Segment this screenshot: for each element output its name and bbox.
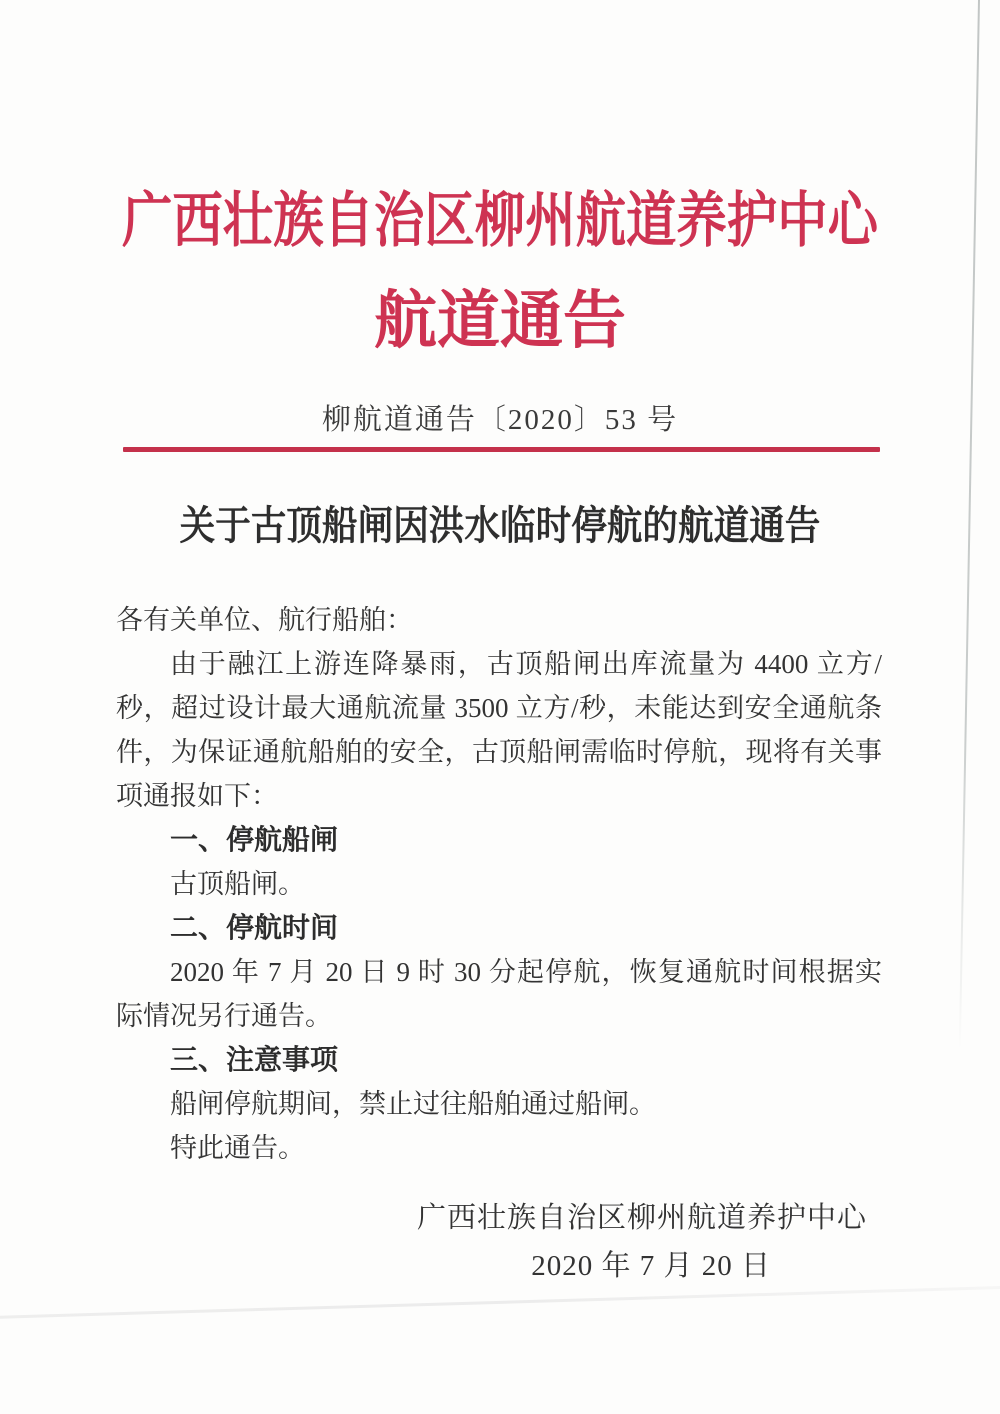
- red-separator-rule: [123, 447, 880, 452]
- scan-artifact-right-line: [959, 0, 980, 1050]
- signature-date: 2020 年 7 月 20 日: [531, 1250, 771, 1282]
- closing-line: 特此通告。: [170, 1133, 305, 1163]
- section-heading-2: 二、停航时间: [170, 912, 339, 943]
- paragraph-line: 项通报如下：: [116, 781, 278, 811]
- salutation-line: 各有关单位、航行船舶：: [116, 605, 413, 635]
- notice-body: [116, 598, 882, 1170]
- section-3-text: 船闸停航期间，禁止过往船舶通过船闸。: [170, 1089, 656, 1119]
- paragraph-line: 由于融江上游连降暴雨，古顶船闸出库流量为 4400 立方/: [170, 649, 882, 679]
- letterhead-doc-type: 航道通告: [374, 286, 626, 356]
- paragraph-line: 件，为保证通航船舶的安全，古顶船闸需临时停航，现将有关事: [116, 737, 882, 767]
- section-heading-1: 一、停航船闸: [170, 824, 339, 855]
- section-1-text: 古顶船闸。: [170, 869, 305, 899]
- scan-artifact-bottom-line: [0, 1285, 1000, 1319]
- document-number: 柳航道通告〔2020〕53 号: [321, 404, 679, 436]
- paragraph-line: 秒，超过设计最大通航流量 3500 立方/秒，未能达到安全通航条: [116, 693, 882, 723]
- notice-title: 关于古顶船闸因洪水临时停航的航道通告: [179, 503, 821, 548]
- section-heading-3: 三、注意事项: [170, 1044, 339, 1075]
- letterhead-org-name: 广西壮族自治区柳州航道养护中心: [122, 188, 878, 254]
- section-2-text-line: 际情况另行通告。: [116, 1001, 332, 1031]
- signature-org-name: 广西壮族自治区柳州航道养护中心: [416, 1202, 867, 1234]
- section-2-text-line: 2020 年 7 月 20 日 9 时 30 分起停航，恢复通航时间根据实: [170, 957, 882, 987]
